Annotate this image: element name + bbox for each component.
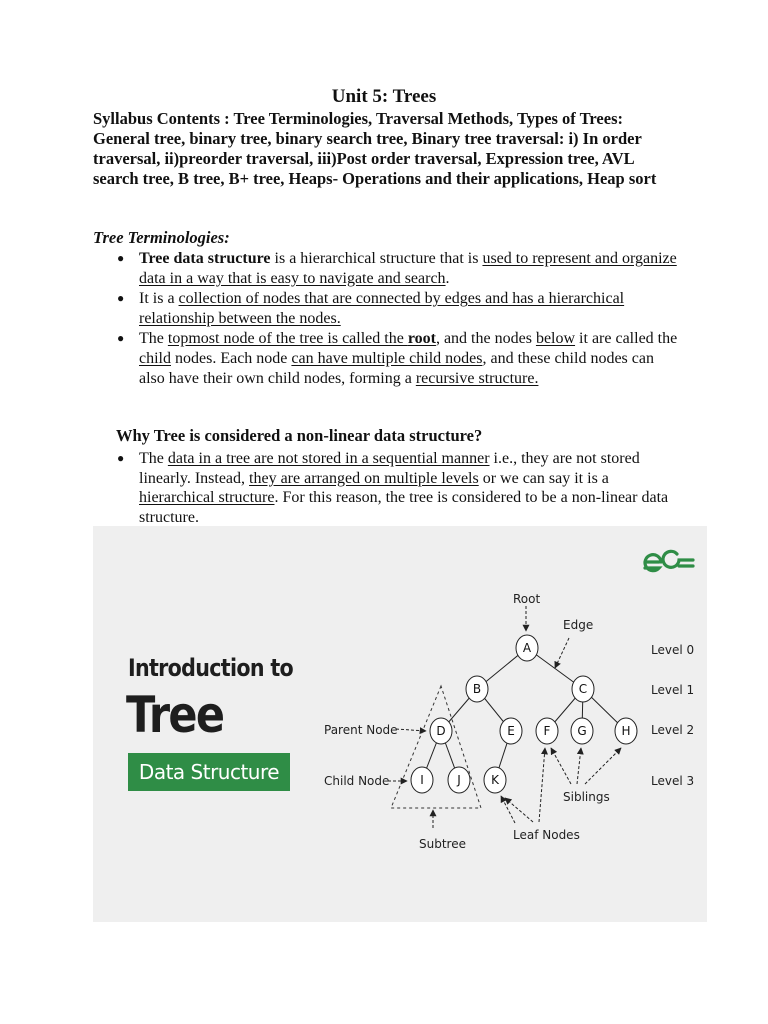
level-2-label: Level 2 — [651, 723, 695, 737]
underlined-text: data in a tree are not stored in a sequential manner — [167, 450, 490, 467]
list-item — [93, 449, 683, 527]
underlined-text: child — [139, 349, 171, 367]
text-fragment: . — [445, 269, 450, 287]
node-i-label: I — [420, 773, 424, 787]
underlined-text: below — [535, 330, 576, 348]
subtree-label: Subtree — [419, 837, 466, 851]
child-node-label: Child Node — [324, 774, 390, 788]
terminology-list — [93, 249, 683, 389]
node-j-label: J — [457, 773, 461, 787]
leaf-nodes-label: Leaf Nodes — [513, 828, 580, 842]
text-fragment: The — [139, 330, 168, 348]
tree-edges — [422, 648, 626, 780]
intro-title-line1: Introduction to — [128, 654, 294, 682]
page-title: Unit 5: Trees — [331, 86, 437, 107]
list-item — [93, 329, 683, 388]
nonlinear-list — [93, 449, 683, 528]
text-fragment: It is a — [139, 290, 179, 308]
level-3-label: Level 3 — [651, 774, 695, 788]
tree-diagram-figure — [93, 526, 707, 922]
node-d-label: D — [436, 724, 446, 738]
intro-badge: Data Structure — [128, 753, 290, 791]
bullet-icon: ● — [117, 451, 125, 465]
level-1-label: Level 1 — [651, 683, 695, 697]
nonlinear-heading: Why Tree is considered a non-linear data structure? — [116, 426, 483, 445]
list-item — [93, 289, 683, 328]
underlined-text: used to represent and organize data in a way that is easy to navigate and search — [139, 250, 677, 287]
subtree-outline — [391, 686, 481, 808]
tree-nodes — [411, 635, 637, 793]
level-0-label: Level 0 — [651, 643, 695, 657]
node-b-label: B — [472, 682, 482, 696]
text-fragment: i.e., they are not stored linearly. Instead, — [139, 450, 640, 487]
bullet-icon: ● — [117, 331, 125, 346]
siblings-label: Siblings — [563, 790, 610, 804]
node-h-label: H — [621, 724, 631, 738]
term-root: root — [407, 330, 436, 348]
edge-label: Edge — [563, 618, 594, 632]
parent-node-label: Parent Node — [324, 723, 398, 737]
underlined-text: hierarchical structure — [139, 489, 275, 507]
underlined-text: they are arranged on multiple levels — [249, 469, 479, 487]
gfg-logo-icon — [645, 551, 693, 570]
node-e-label: E — [507, 724, 515, 738]
underlined-text: collection of nodes that are connected by edges and has a hierarchical relationship between the nodes. — [139, 290, 625, 327]
tree-terminologies-heading: Tree Terminologies: — [93, 228, 230, 247]
bullet-icon: ● — [117, 251, 125, 265]
text-fragment: The — [139, 450, 168, 467]
text-fragment: , and the nodes — [435, 330, 536, 348]
syllabus-contents: Syllabus Contents : Tree Terminologies, Traversal Methods, Types of Trees: General tree, binary tree, binary search tree, Binary tree traversal: i) In order traversal, ii)preorder traversal, iii)Post order traversal, Expression tree, AVL search tree, B tree, B+ tree, Heaps- Operations and their applications, Heap sort — [93, 109, 657, 188]
intro-title-line2: Tree — [126, 686, 224, 744]
text-fragment: it are called the — [575, 330, 678, 348]
bullet-icon: ● — [117, 291, 125, 306]
node-g-label: G — [577, 724, 587, 738]
text-fragment: or we can say it is a — [478, 469, 609, 487]
node-k-label: K — [491, 773, 499, 787]
node-c-label: C — [578, 682, 588, 696]
node-a-label: A — [522, 641, 532, 655]
underlined-text: can have multiple child nodes — [291, 349, 483, 367]
tree-node-labels — [420, 641, 630, 787]
text-fragment: . For this reason, the tree is considered to be a non-linear data structure. — [139, 489, 669, 526]
underlined-text: recursive structure. — [415, 369, 539, 387]
node-f-label: F — [543, 724, 551, 738]
text-fragment: is a hierarchical structure that is — [270, 250, 483, 267]
text-fragment: nodes. Each node — [171, 349, 292, 367]
text-fragment: , and these child nodes can also have their own child nodes, forming a — [139, 349, 654, 387]
list-item — [93, 249, 683, 288]
root-label: Root — [513, 592, 541, 606]
underlined-text: topmost node of the tree is called the — [167, 330, 408, 348]
term-tree-data-structure: Tree data structure — [139, 250, 271, 267]
tree-diagram — [93, 526, 707, 922]
